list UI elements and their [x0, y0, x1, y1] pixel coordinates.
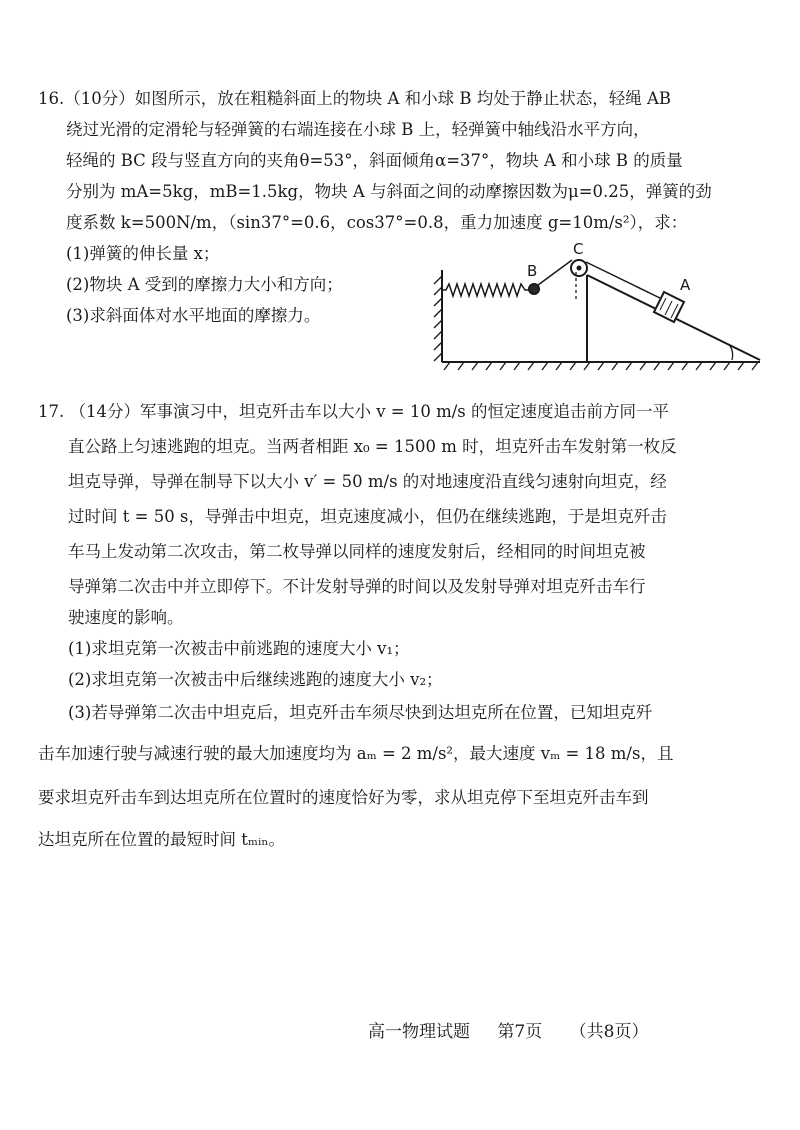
problem16-line-5: 度系数 k=500N/m，（sin37°=0.6，cos37°=0.8，重力加速度 g=10m/s²），求：: [66, 213, 688, 232]
problem17-line-6: 导弹第二次击中并立即停下。不计发射导弹的时间以及发射导弹对坦克歼击车行: [68, 577, 646, 596]
problem17-line-4: 过时间 t = 50 s，导弹击中坦克，坦克速度减小，但仍在继续逃跑，于是坦克歼击: [68, 507, 667, 526]
wall-hatching: [434, 276, 442, 361]
problem17-question-2: (2)求坦克第一次被击中后继续逃跑的速度大小 v₂；: [68, 670, 443, 689]
problem17-line-5: 车马上发动第二次攻击，第二枚导弹以同样的速度发射后，经相同的时间坦克被: [68, 542, 646, 561]
problem17-question-3: (3)若导弹第二次击中坦克后，坦克歼击车须尽快到达坦克所在位置，已知坦克歼: [68, 703, 653, 722]
problem16-question-3: (3)求斜面体对水平地面的摩擦力。: [66, 306, 321, 325]
footer-total-pages: （共8页）: [569, 1022, 649, 1042]
footer-page-number: 第7页: [497, 1022, 543, 1042]
problem17-line-7: 驶速度的影响。: [68, 608, 184, 627]
problem17-line-3: 坦克导弹，导弹在制导下以大小 v′ = 50 m/s 的对地速度沿直线匀速射向坦克，经: [68, 472, 667, 491]
problem17-line-11: 击车加速行驶与减速行驶的最大加速度均为 aₘ = 2 m/s²，最大速度 vₘ = 18 m/s，且: [38, 744, 674, 763]
ground-hatching: [444, 362, 758, 370]
incline-pulley-figure: [430, 240, 770, 375]
spring: [442, 284, 530, 296]
incline-angle-arc: [730, 346, 733, 360]
problem16-line-2: 绕过光滑的定滑轮与轻弹簧的右端连接在小球 B 上，轻弹簧中轴线沿水平方向，: [66, 120, 650, 139]
problem17-line-2: 直公路上匀速逃跑的坦克。当两者相距 x₀ = 1500 m 时，坦克歼击车发射第一枚反: [68, 437, 677, 456]
problem17-line-13: 达坦克所在位置的最短时间 tₘᵢₙ。: [38, 830, 285, 849]
problem17-question-1: (1)求坦克第一次被击中前逃跑的速度大小 v₁；: [68, 639, 410, 658]
label-a: A: [680, 276, 691, 294]
footer-title: 高一物理试题: [368, 1022, 470, 1042]
ball-b: [529, 284, 539, 294]
problem17-line-12: 要求坦克歼击车到达坦克所在位置时的速度恰好为零，求从坦克停下至坦克歼击车到: [38, 788, 649, 807]
label-c: C: [573, 240, 584, 258]
problem16-question-1: (1)弹簧的伸长量 x；: [66, 244, 220, 263]
page-footer: [368, 1017, 670, 1042]
rope-bc: [534, 260, 572, 288]
problem16-line-4: 分别为 mA=5kg，mB=1.5kg，物块 A 与斜面之间的动摩擦因数为μ=0.25，弹簧的劲: [66, 182, 712, 201]
problem16-line-3: 轻绳的 BC 段与竖直方向的夹角θ=53°，斜面倾角α=37°，物块 A 和小球 B 的质量: [66, 151, 683, 170]
pulley-axle: [578, 267, 581, 270]
problem17-line-1: 17. （14分）军事演习中，坦克歼击车以大小 v = 10 m/s 的恒定速度追击前方同一平: [38, 402, 670, 421]
problem16-question-2: (2)物块 A 受到的摩擦力大小和方向；: [66, 275, 343, 294]
label-b: B: [527, 262, 538, 280]
problem16-line-1: 16.（10分）如图所示，放在粗糙斜面上的物块 A 和小球 B 均处于静止状态，轻绳 AB: [38, 89, 672, 108]
